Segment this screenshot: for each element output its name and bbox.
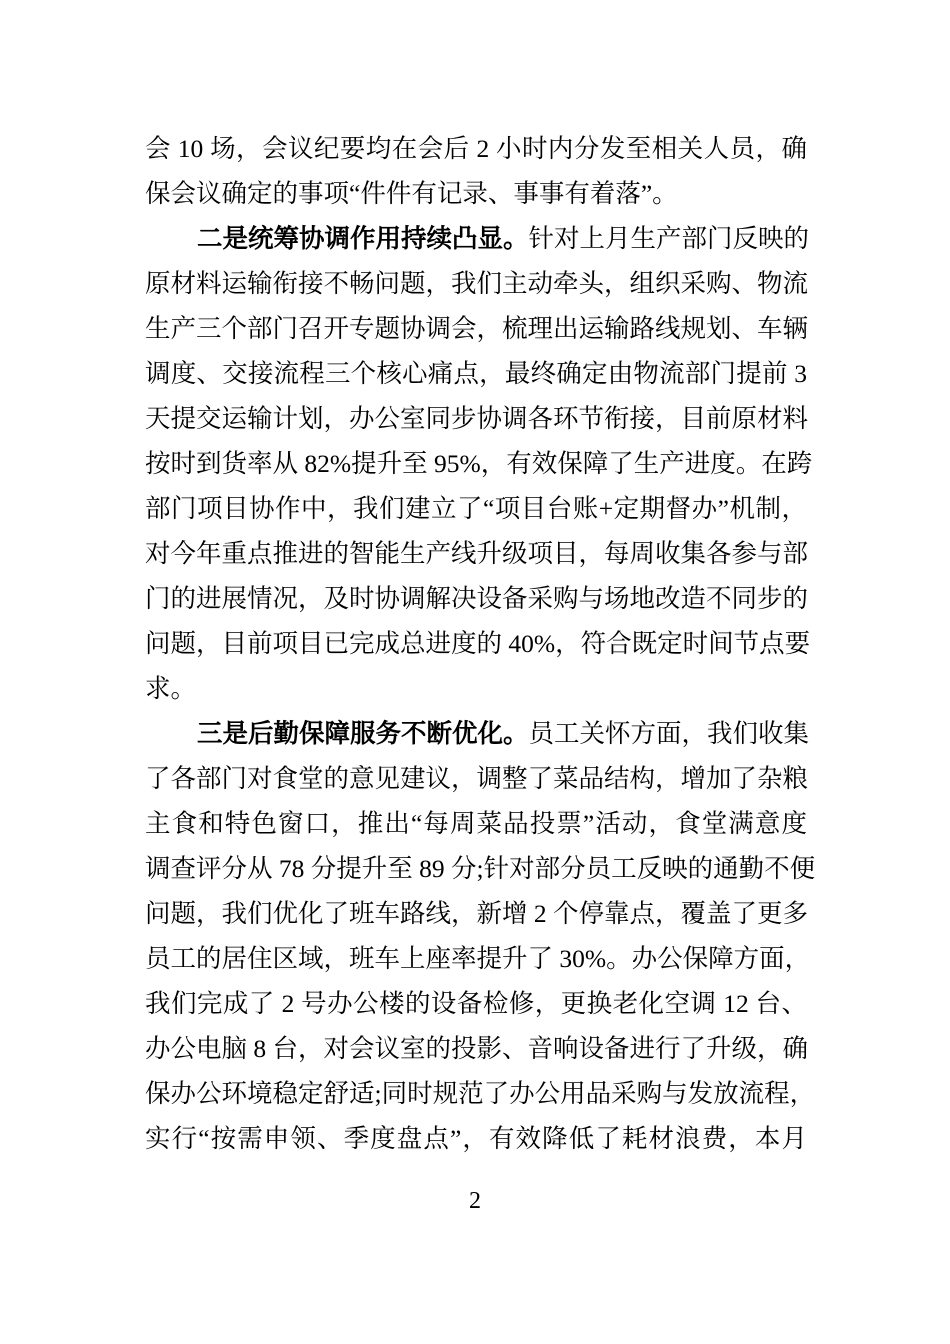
text-line: 问题，目前项目已完成总进度的 40%，符合既定时间节点要 xyxy=(145,629,811,658)
text-line: 对今年重点推进的智能生产线升级项目，每周收集各参与部 xyxy=(145,539,809,568)
text-line: 保办公环境稳定舒适;同时规范了办公用品采购与发放流程， xyxy=(145,1079,816,1108)
text-span: 针对上月生产部门反映的 xyxy=(528,224,810,253)
document-body xyxy=(145,126,816,1161)
text-span: 员工关怀方面，我们收集 xyxy=(528,719,810,748)
text-line: 生产三个部门召开专题协调会，梳理出运输路线规划、车辆 xyxy=(145,314,809,343)
text-line: 我们完成了 2 号办公楼的设备检修，更换老化空调 12 台、 xyxy=(145,989,807,1018)
text-line: 原材料运输衔接不畅问题，我们主动牵头，组织采购、物流 xyxy=(145,269,809,298)
text-line: 天提交运输计划，办公室同步协调各环节衔接，目前原材料 xyxy=(145,404,809,433)
paragraph-first-line xyxy=(145,711,810,756)
text-line: 实行“按需申领、季度盘点”，有效降低了耗材浪费，本月 xyxy=(145,1124,807,1153)
paragraph-first-line xyxy=(145,216,810,261)
text-line: 员工的居住区域，班车上座率提升了 30%。办公保障方面， xyxy=(145,944,811,973)
text-line: 调查评分从 78 分提升至 89 分;针对部分员工反映的通勤不便 xyxy=(145,854,816,883)
page-number: 2 xyxy=(469,1188,481,1214)
text-line: 主食和特色窗口，推出“每周菜品投票”活动，食堂满意度 xyxy=(145,809,807,838)
text-line: 调度、交接流程三个核心痛点，最终确定由物流部门提前 3 xyxy=(145,359,807,388)
text-line: 了各部门对食堂的意见建议，调整了菜品结构，增加了杂粮 xyxy=(145,764,809,793)
text-line: 保会议确定的事项“件件有记录、事事有着落”。 xyxy=(145,179,678,208)
text-line: 办公电脑 8 台，对会议室的投影、音响设备进行了升级，确 xyxy=(145,1034,809,1063)
text-line: 问题，我们优化了班车路线，新增 2 个停靠点，覆盖了更多 xyxy=(145,899,809,928)
text-line: 按时到货率从 82%提升至 95%，有效保障了生产进度。在跨 xyxy=(145,449,813,478)
text-line: 求。 xyxy=(145,674,197,703)
text-line: 门的进展情况，及时协调解决设备采购与场地改造不同步的 xyxy=(145,584,809,613)
paragraph-heading: 二是统筹协调作用持续凸显。 xyxy=(197,224,529,253)
text-line: 会 10 场，会议纪要均在会后 2 小时内分发至相关人员，确 xyxy=(145,134,807,163)
paragraph-heading: 三是后勤保障服务不断优化。 xyxy=(197,719,529,748)
text-line: 部门项目协作中，我们建立了“项目台账+定期督办”机制， xyxy=(145,494,807,523)
